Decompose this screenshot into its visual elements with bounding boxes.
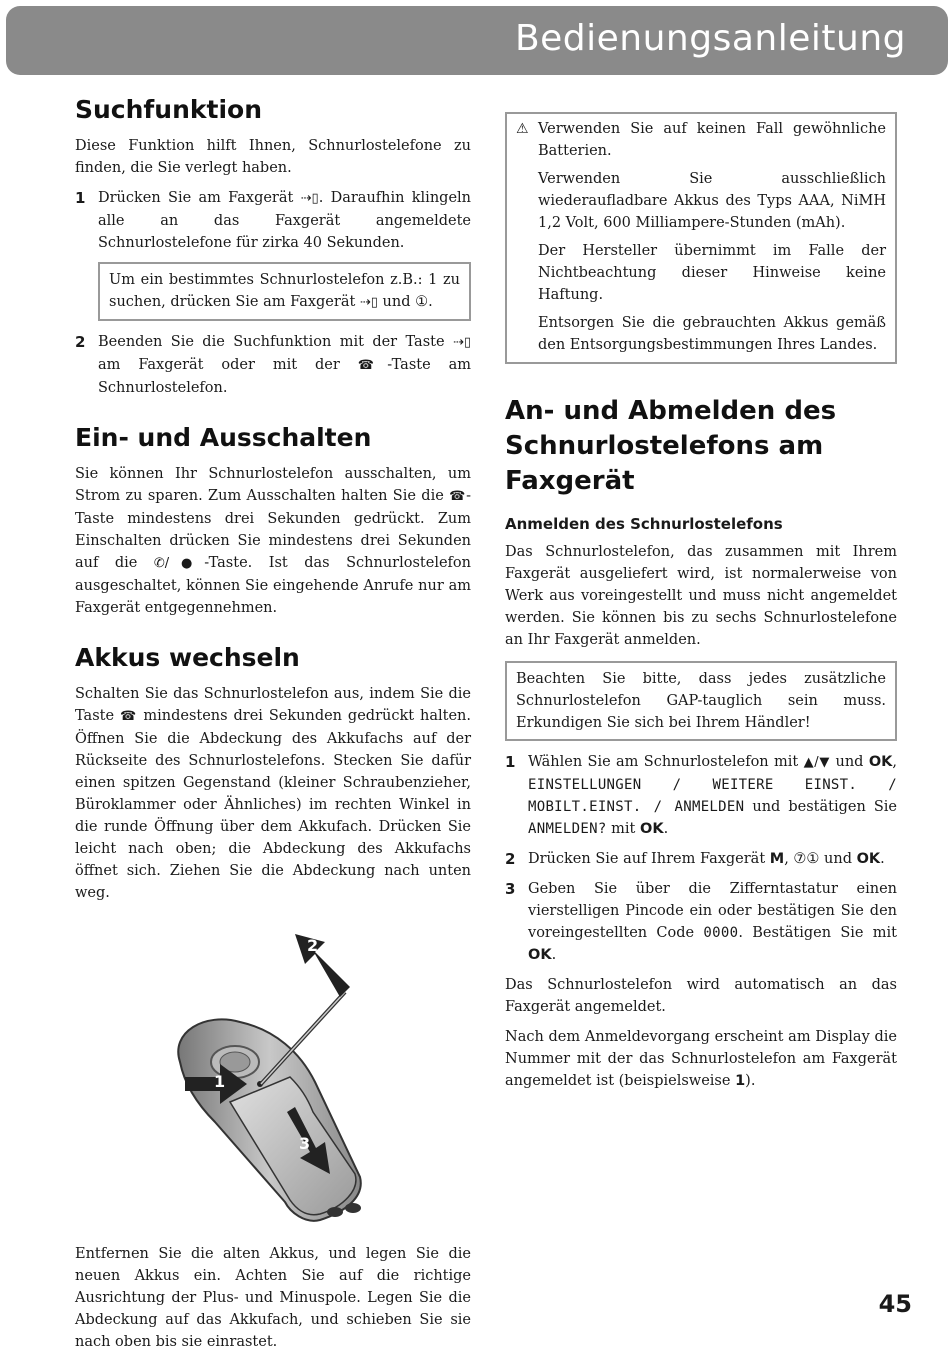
handset-number: 1 bbox=[735, 1073, 746, 1089]
display-menu-path: EINSTELLUNGEN / WEITERE EINST. / MOBILT.EINST. / ANMELDEN bbox=[528, 777, 897, 815]
step-text: . Bestätigen Sie mit bbox=[738, 925, 897, 941]
step-number: 1 bbox=[75, 189, 86, 207]
left-column bbox=[75, 95, 471, 1361]
step-text: . Daraufhin klingeln alle an das Faxgerät angemeldete Schnurlostelefone für zirka 40 Sekunden. bbox=[98, 190, 472, 251]
suchfunktion-step-1 bbox=[75, 187, 471, 254]
arrow-2-icon bbox=[295, 934, 350, 997]
body-text: -Taste. Ist das Schnurlostelefon ausgeschaltet, können Sie eingehende Anrufe nur am Faxgerät entgegennehmen. bbox=[75, 555, 471, 616]
step-number: 3 bbox=[505, 880, 516, 898]
anmelden-intro: Das Schnurlostelefon, das zusammen mit Ihrem Faxgerät ausgeliefert wird, ist normalerweise von Werk aus voreingestellt und muss nicht angemeldet werden. Sie können bis zu sechs Schnurlostelefone an Ihr Faxgerät anmelden. bbox=[505, 544, 897, 648]
body-text: Schalten Sie das Schnurlostelefon aus, indem Sie die Taste bbox=[75, 686, 471, 724]
warning-icon: ⚠ bbox=[516, 121, 529, 137]
step-text: Wählen Sie am Schnurlostelefon mit bbox=[528, 754, 804, 770]
pincode-display: 0000 bbox=[703, 925, 739, 941]
step-text: Geben Sie über die Zifferntastatur einen vierstelligen Pincode ein oder bestätigen Sie den voreingestellten Code bbox=[528, 881, 897, 941]
step-text: . bbox=[663, 821, 669, 837]
step-text: und bbox=[819, 851, 857, 867]
step-text: . bbox=[880, 851, 885, 867]
body-text: -Taste mindestens drei Sekunden gedrückt. Zum Einschalten drücken Sie mindestens drei Sekunden auf die bbox=[75, 488, 471, 571]
warning-text-2: Verwenden Sie ausschließlich wiederaufladbare Akkus des Typs AAA, NiMH 1,2 Volt, 600 Milliampere-Stunden (mAh). bbox=[538, 171, 886, 231]
note-box-suchfunktion bbox=[98, 262, 471, 321]
note-box-gap bbox=[505, 661, 897, 741]
battery-cover-illustration bbox=[75, 912, 471, 1237]
call-power-icon: ✆/● bbox=[153, 556, 205, 571]
ok-key: OK bbox=[528, 947, 552, 963]
anmelden-step-3 bbox=[505, 878, 897, 966]
note-gap-text: Beachten Sie bitte, dass jedes zusätzliche Schnurlostelefon GAP-tauglich sein muss. Erkundigen Sie sich bei Ihrem Händler! bbox=[516, 671, 886, 731]
right-column bbox=[505, 112, 897, 1100]
handset-search-icon: ⇢▯ bbox=[452, 335, 471, 350]
note-text: . bbox=[428, 294, 433, 310]
step-text: am Faxgerät oder mit der bbox=[98, 357, 358, 373]
heading-akkus-wechseln: Akkus wechseln bbox=[75, 643, 300, 672]
step-text: -Taste am Schnurlostelefon. bbox=[98, 357, 471, 396]
subheading-anmelden: Anmelden des Schnurlostelefons bbox=[505, 515, 783, 533]
body-text: mindestens drei Sekunden gedrückt halten. Öffnen Sie die Abdeckung des Akkufachs auf der Rückseite des Schnurlostelefons. Stecken Sie dafür einen spitzen Gegenstand (kleiner Schraubenzieher, Büroklammer oder Ähnliches) im rechten Winkel in die runde Öffnung über dem Akkufach. Drücken Sie leicht nach oben; die Abdeckung des Akkufachs öffnet sich. Ziehen Sie die Abdeckung nach unten weg. bbox=[75, 708, 471, 901]
end-call-icon: ☎ bbox=[357, 358, 388, 373]
anmelden-after-1: Das Schnurlostelefon wird automatisch an das Faxgerät angemeldet. bbox=[505, 977, 897, 1015]
step-text: . bbox=[551, 947, 557, 963]
display-anmelden: ANMELDEN? bbox=[528, 821, 607, 837]
figure-label-3: 3 bbox=[299, 1134, 311, 1153]
figure-label-1: 1 bbox=[214, 1072, 226, 1091]
warning-text-4: Entsorgen Sie die gebrauchten Akkus gemäß den Entsorgungsbestimmungen Ihres Landes. bbox=[538, 315, 886, 353]
body-text: Nach dem Anmeldevorgang erscheint am Display die Nummer mit der das Schnurlostelefon am Faxgerät angemeldet ist (beispielsweise bbox=[505, 1029, 897, 1089]
suchfunktion-step-2 bbox=[75, 331, 471, 399]
body-text: ). bbox=[745, 1073, 756, 1089]
handset-search-icon: ⇢▯ bbox=[300, 191, 319, 206]
heading-suchfunktion: Suchfunktion bbox=[75, 95, 263, 124]
step-text: , bbox=[892, 754, 897, 770]
step-text: Drücken Sie am Faxgerät bbox=[98, 190, 301, 206]
note-text: Um ein bestimmtes Schnurlostelefon z.B.: 1 zu suchen, drücken Sie am Faxgerät bbox=[109, 272, 460, 310]
end-call-icon: ☎ bbox=[449, 489, 467, 504]
warning-box bbox=[505, 112, 897, 364]
anmelden-step-2 bbox=[505, 848, 897, 870]
up-down-arrow-icon: ▲/▼ bbox=[803, 755, 831, 770]
header-title: Bedienungsanleitung bbox=[514, 18, 906, 59]
anmelden-step-1 bbox=[505, 751, 897, 840]
step-number: 1 bbox=[505, 753, 516, 771]
step-text: Beenden Sie die Suchfunktion mit der Taste bbox=[98, 334, 453, 350]
suchfunktion-intro: Diese Funktion hilft Ihnen, Schnurlostelefone zu finden, die Sie verlegt haben. bbox=[75, 138, 471, 176]
ein-aus-text bbox=[75, 463, 471, 619]
step-text: und bbox=[830, 754, 869, 770]
note-text: und bbox=[377, 294, 416, 310]
page-header bbox=[6, 6, 948, 75]
ok-key: OK bbox=[868, 754, 893, 770]
handset-search-icon: ⇢▯ bbox=[359, 295, 378, 310]
phone-illustration bbox=[75, 912, 471, 1237]
m-key: M bbox=[769, 851, 785, 867]
keys-7-1: , ⑦① bbox=[784, 851, 820, 867]
figure-label-2: 2 bbox=[307, 936, 319, 955]
step-number: 2 bbox=[505, 850, 516, 868]
akkus-text bbox=[75, 683, 471, 904]
warning-text-3: Der Hersteller übernimmt im Falle der Nichtbeachtung dieser Hinweise keine Haftung. bbox=[538, 243, 886, 303]
step-text: mit bbox=[606, 821, 640, 837]
body-text: Sie können Ihr Schnurlostelefon ausschalten, um Strom zu sparen. Zum Ausschalten halten Sie die bbox=[75, 466, 471, 504]
warning-text-1: Verwenden Sie auf keinen Fall gewöhnliche Batterien. bbox=[538, 121, 886, 159]
page-number: 45 bbox=[878, 1290, 912, 1318]
step-number: 2 bbox=[75, 333, 86, 351]
akkus-text-after: Entfernen Sie die alten Akkus, und legen Sie die neuen Akkus ein. Achten Sie auf die richtige Ausrichtung der Plus- und Minuspole. Legen Sie die Abdeckung auf das Akkufach, und schieben Sie sie nach oben bis sie einrastet. bbox=[75, 1246, 471, 1350]
heading-ein-ausschalten: Ein- und Ausschalten bbox=[75, 423, 372, 452]
ok-key: OK bbox=[856, 851, 881, 867]
step-text: Drücken Sie auf Ihrem Faxgerät bbox=[528, 851, 770, 867]
anmelden-after-2 bbox=[505, 1026, 897, 1092]
step-text: und bestätigen Sie bbox=[744, 799, 897, 815]
heading-anmelden: An- und Abmelden des Schnurlostelefons am Faxgerät bbox=[505, 396, 837, 496]
end-call-icon: ☎ bbox=[119, 709, 138, 724]
ok-key: OK bbox=[640, 821, 664, 837]
key-1-icon: ① bbox=[415, 294, 429, 310]
